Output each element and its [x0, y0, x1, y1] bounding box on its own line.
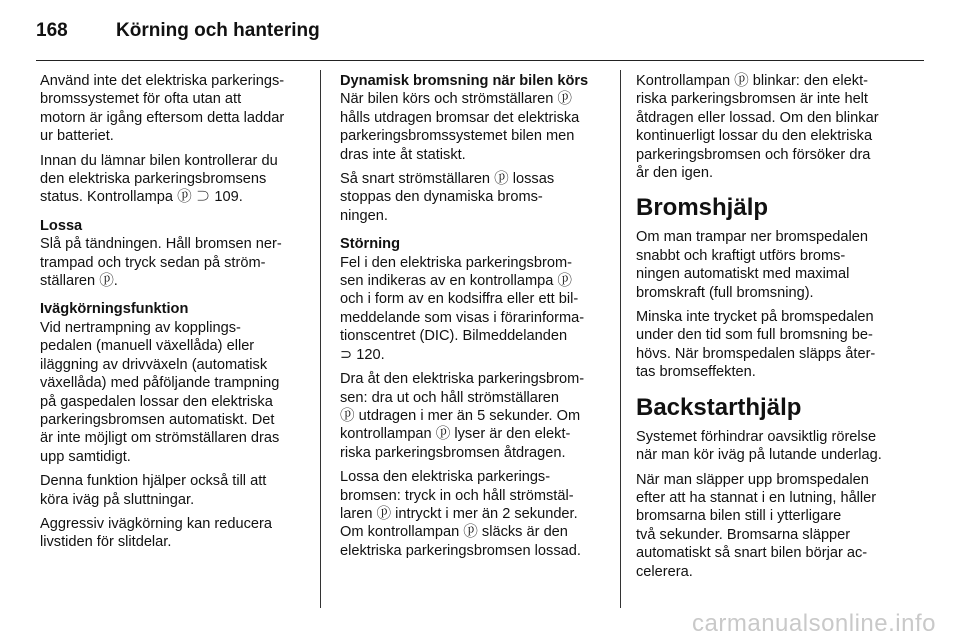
paragraph: Aggressiv ivägkörning kan reducera livstiden för slitdelar.: [40, 515, 273, 551]
watermark: carmanualsonline.info: [692, 610, 936, 637]
paragraph: Slå på tändningen. Håll bromsen ner- trampad och tryck sedan på ström- ställaren ⓟ.: [40, 236, 282, 290]
paragraph: Innan du lämnar bilen kontrollerar du den elektriska parkeringsbromsens status. Kontrollampa ⓟ ⊃ 109.: [40, 152, 278, 206]
paragraph: Lossa den elektriska parkerings- bromsen: tryck in och håll strömstäl- laren ⓟ intryckt i mer än 2 sekunder. Om kontrollampan ⓟ släcks är den elektriska parkeringsbromsen lossad.: [340, 469, 581, 559]
column-3: [636, 72, 908, 587]
heading-bromshjalp: Bromshjälp: [636, 194, 769, 222]
paragraph: Denna funktion hjälper också till att köra iväg på sluttningar.: [40, 473, 267, 508]
heading-backstarthjalp: Backstarthjälp: [636, 393, 802, 421]
header-rule: [36, 60, 924, 61]
paragraph: Fel i den elektriska parkeringsbrom- sen indikeras av en kontrollampa ⓟ och i form av en kodsiffra eller ett bil- meddelande som visas i förarinforma- tionscentret (DIC). Bilmeddelanden ⊃ 120.: [340, 254, 585, 363]
paragraph: Kontrollampan ⓟ blinkar: den elekt- riska parkeringsbromsen är inte helt åtdragen eller lossad. Om den blinkar kontinuerligt lossar du den elektriska parkeringsbromsen och försöker dra år den igen.: [636, 73, 879, 182]
paragraph: Om man trampar ner bromspedalen snabbt och kraftigt utförs broms- ningen automatiskt med maximal bromskraft (full bromsning).: [636, 229, 868, 301]
column-1: [40, 72, 310, 558]
subheading-lossa: Lossa: [40, 217, 83, 234]
paragraph: Systemet förhindrar oavsiktlig rörelse när man kör iväg på lutande underlag.: [636, 428, 882, 464]
page-header: [36, 20, 320, 46]
paragraph: När man släpper upp bromspedalen efter att ha stannat i en lutning, håller bromsarna bilen still i ytterligare två sekunder. Bromsarna släpper automatiskt så snart bilen börjar ac- celerera.: [636, 471, 877, 580]
paragraph: Minska inte trycket på bromspedalen under den tid som full bromsning be- hövs. När bromspedalen släpps åter- tas bromseffekten.: [636, 309, 876, 381]
paragraph: Vid nertrampning av kopplings- pedalen (manuell växellåda) eller iläggning av drivväxeln (automatisk växellåda) med påföljande trampning på gaspedalen lossar den elektriska parkeringsbromsen automatiskt. Det är inte möjligt om strömställaren dras upp samtidigt.: [40, 319, 280, 465]
paragraph: Använd inte det elektriska parkerings- bromssystemet för ofta utan att motorn är igång eftersom detta laddar ur batteriet.: [40, 73, 285, 145]
column-divider-2: [620, 70, 621, 608]
paragraph: När bilen körs och strömställaren ⓟ hålls utdragen bromsar det elektriska parkeringsbromssystemet bilen men dras inte åt statiskt.: [340, 91, 580, 163]
subheading-storning: Störning: [340, 236, 400, 253]
paragraph: Så snart strömställaren ⓟ lossas stoppas den dynamiska broms- ningen.: [340, 171, 555, 224]
chapter-title: Körning och hantering: [116, 20, 320, 41]
paragraph: Dra åt den elektriska parkeringsbrom- sen: dra ut och håll strömställaren ⓟ utdragen i mer än 5 sekunder. Om kontrollampan ⓟ lyser är den elekt- riska parkeringsbromsen åtdragen.: [340, 371, 585, 461]
subheading-ivagkorning: Ivägkörningsfunktion: [40, 301, 189, 318]
column-divider-1: [320, 70, 321, 608]
page-number: 168: [36, 20, 68, 41]
column-2: [340, 72, 610, 566]
subheading-dynamisk-bromsning: Dynamisk bromsning när bilen körs: [340, 73, 589, 89]
